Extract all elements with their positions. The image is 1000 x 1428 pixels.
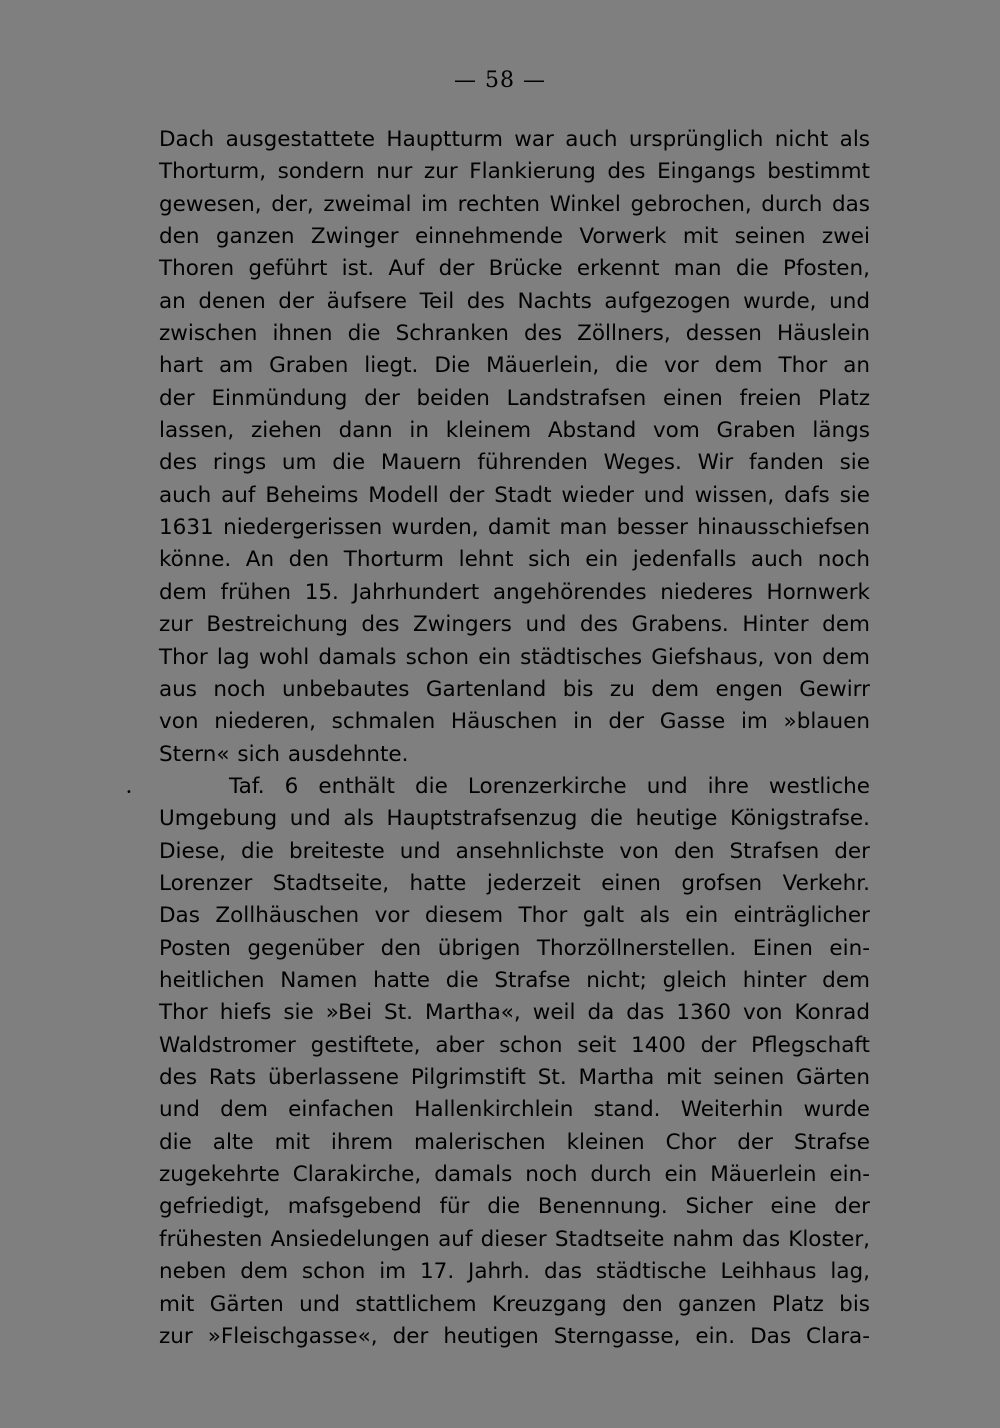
text-line: zugekehrte Clarakirche, damals noch durch ein Mäuerlein ein- [159, 1162, 870, 1188]
text-line: den ganzen Zwinger einnehmende Vorwerk mit seinen zwei [159, 224, 870, 250]
text-line: der Einmündung der beiden Landstrafsen einen freien Platz [159, 385, 870, 411]
text-line: Taf. 6 enthält die Lorenzerkirche und ihre westliche [229, 774, 870, 799]
text-line: Thor lag wohl damals schon ein städtisches Giefshaus, von dem [159, 644, 870, 670]
text-line: aus noch unbebautes Gartenland bis zu dem engen Gewirr [159, 676, 870, 702]
text-line: mit Gärten und stattlichem Kreuzgang den ganzen Platz bis [159, 1291, 870, 1317]
paragraph-2 [159, 771, 870, 1353]
text-line: Posten gegenüber den übrigen Thorzöllnerstellen. Einen ein- [159, 935, 870, 961]
page-number: — 58 — [454, 68, 546, 93]
text-line: Diese, die breiteste und ansehnlichste von den Strafsen der [159, 838, 870, 864]
margin-dot: • [126, 787, 132, 798]
text-line: des rings um die Mauern führenden Weges. Wir fanden sie [159, 450, 870, 476]
text-line: zur Bestreichung des Zwingers und des Grabens. Hinter dem [159, 612, 870, 638]
text-line: Stern« sich ausdehnte. [159, 741, 409, 767]
text-line: die alte mit ihrem malerischen kleinen Chor der Strafse [159, 1129, 870, 1155]
text-line: zwischen ihnen die Schranken des Zöllners, dessen Häuslein [159, 321, 870, 347]
text-line: auch auf Beheims Modell der Stadt wieder und wissen, dafs sie [159, 482, 870, 508]
text-line: Dach ausgestattete Hauptturm war auch ursprünglich nicht als [159, 127, 870, 152]
text-line: von niederen, schmalen Häuschen in der Gasse im »blauen [159, 709, 870, 735]
text-line: Lorenzer Stadtseite, hatte jederzeit einen grofsen Verkehr. [159, 871, 870, 897]
text-line: gewesen, der, zweimal im rechten Winkel gebrochen, durch das [159, 191, 870, 217]
text-line: Thor hiefs sie »Bei St. Martha«, weil da das 1360 von Konrad [159, 1000, 870, 1026]
text-line: und dem einfachen Hallenkirchlein stand. Weiterhin wurde [159, 1097, 870, 1123]
text-line: frühesten Ansiedelungen auf dieser Stadtseite nahm das Kloster, [159, 1226, 870, 1252]
text-line: heitlichen Namen hatte die Strafse nicht; gleich hinter dem [159, 968, 870, 994]
text-line: Das Zollhäuschen vor diesem Thor galt als ein einträglicher [159, 903, 870, 929]
text-line: an denen der äufsere Teil des Nachts aufgezogen wurde, und [159, 288, 870, 314]
text-line: hart am Graben liegt. Die Mäuerlein, die vor dem Thor an [159, 353, 870, 379]
text-line: zur »Fleischgasse«, der heutigen Sterngasse, ein. Das Clara- [159, 1323, 870, 1349]
text-line: neben dem schon im 17. Jahrh. das städtische Leihhaus lag, [159, 1259, 870, 1285]
paragraph-1 [159, 124, 870, 771]
text-line: Thorturm, sondern nur zur Flankierung des Eingangs bestimmt [159, 159, 870, 185]
text-line: lassen, ziehen dann in kleinem Abstand vom Graben längs [159, 418, 870, 444]
text-line: gefriedigt, mafsgebend für die Benennung. Sicher eine der [159, 1194, 870, 1220]
text-line: 1631 niedergerissen wurden, damit man besser hinausschiefsen [159, 515, 870, 541]
text-line: Umgebung und als Hauptstrafsenzug die heutige Königstrafse. [159, 806, 870, 832]
text-line: könne. An den Thorturm lehnt sich ein jedenfalls auch noch [159, 547, 870, 573]
text-line: Waldstromer gestiftete, aber schon seit 1400 der Pflegschaft [159, 1032, 870, 1058]
text-line: des Rats überlassene Pilgrimstift St. Martha mit seinen Gärten [159, 1065, 870, 1091]
text-line: Thoren geführt ist. Auf der Brücke erkennt man die Pfosten, [159, 256, 870, 282]
text-line: dem frühen 15. Jahrhundert angehörendes niederes Hornwerk [159, 579, 870, 605]
